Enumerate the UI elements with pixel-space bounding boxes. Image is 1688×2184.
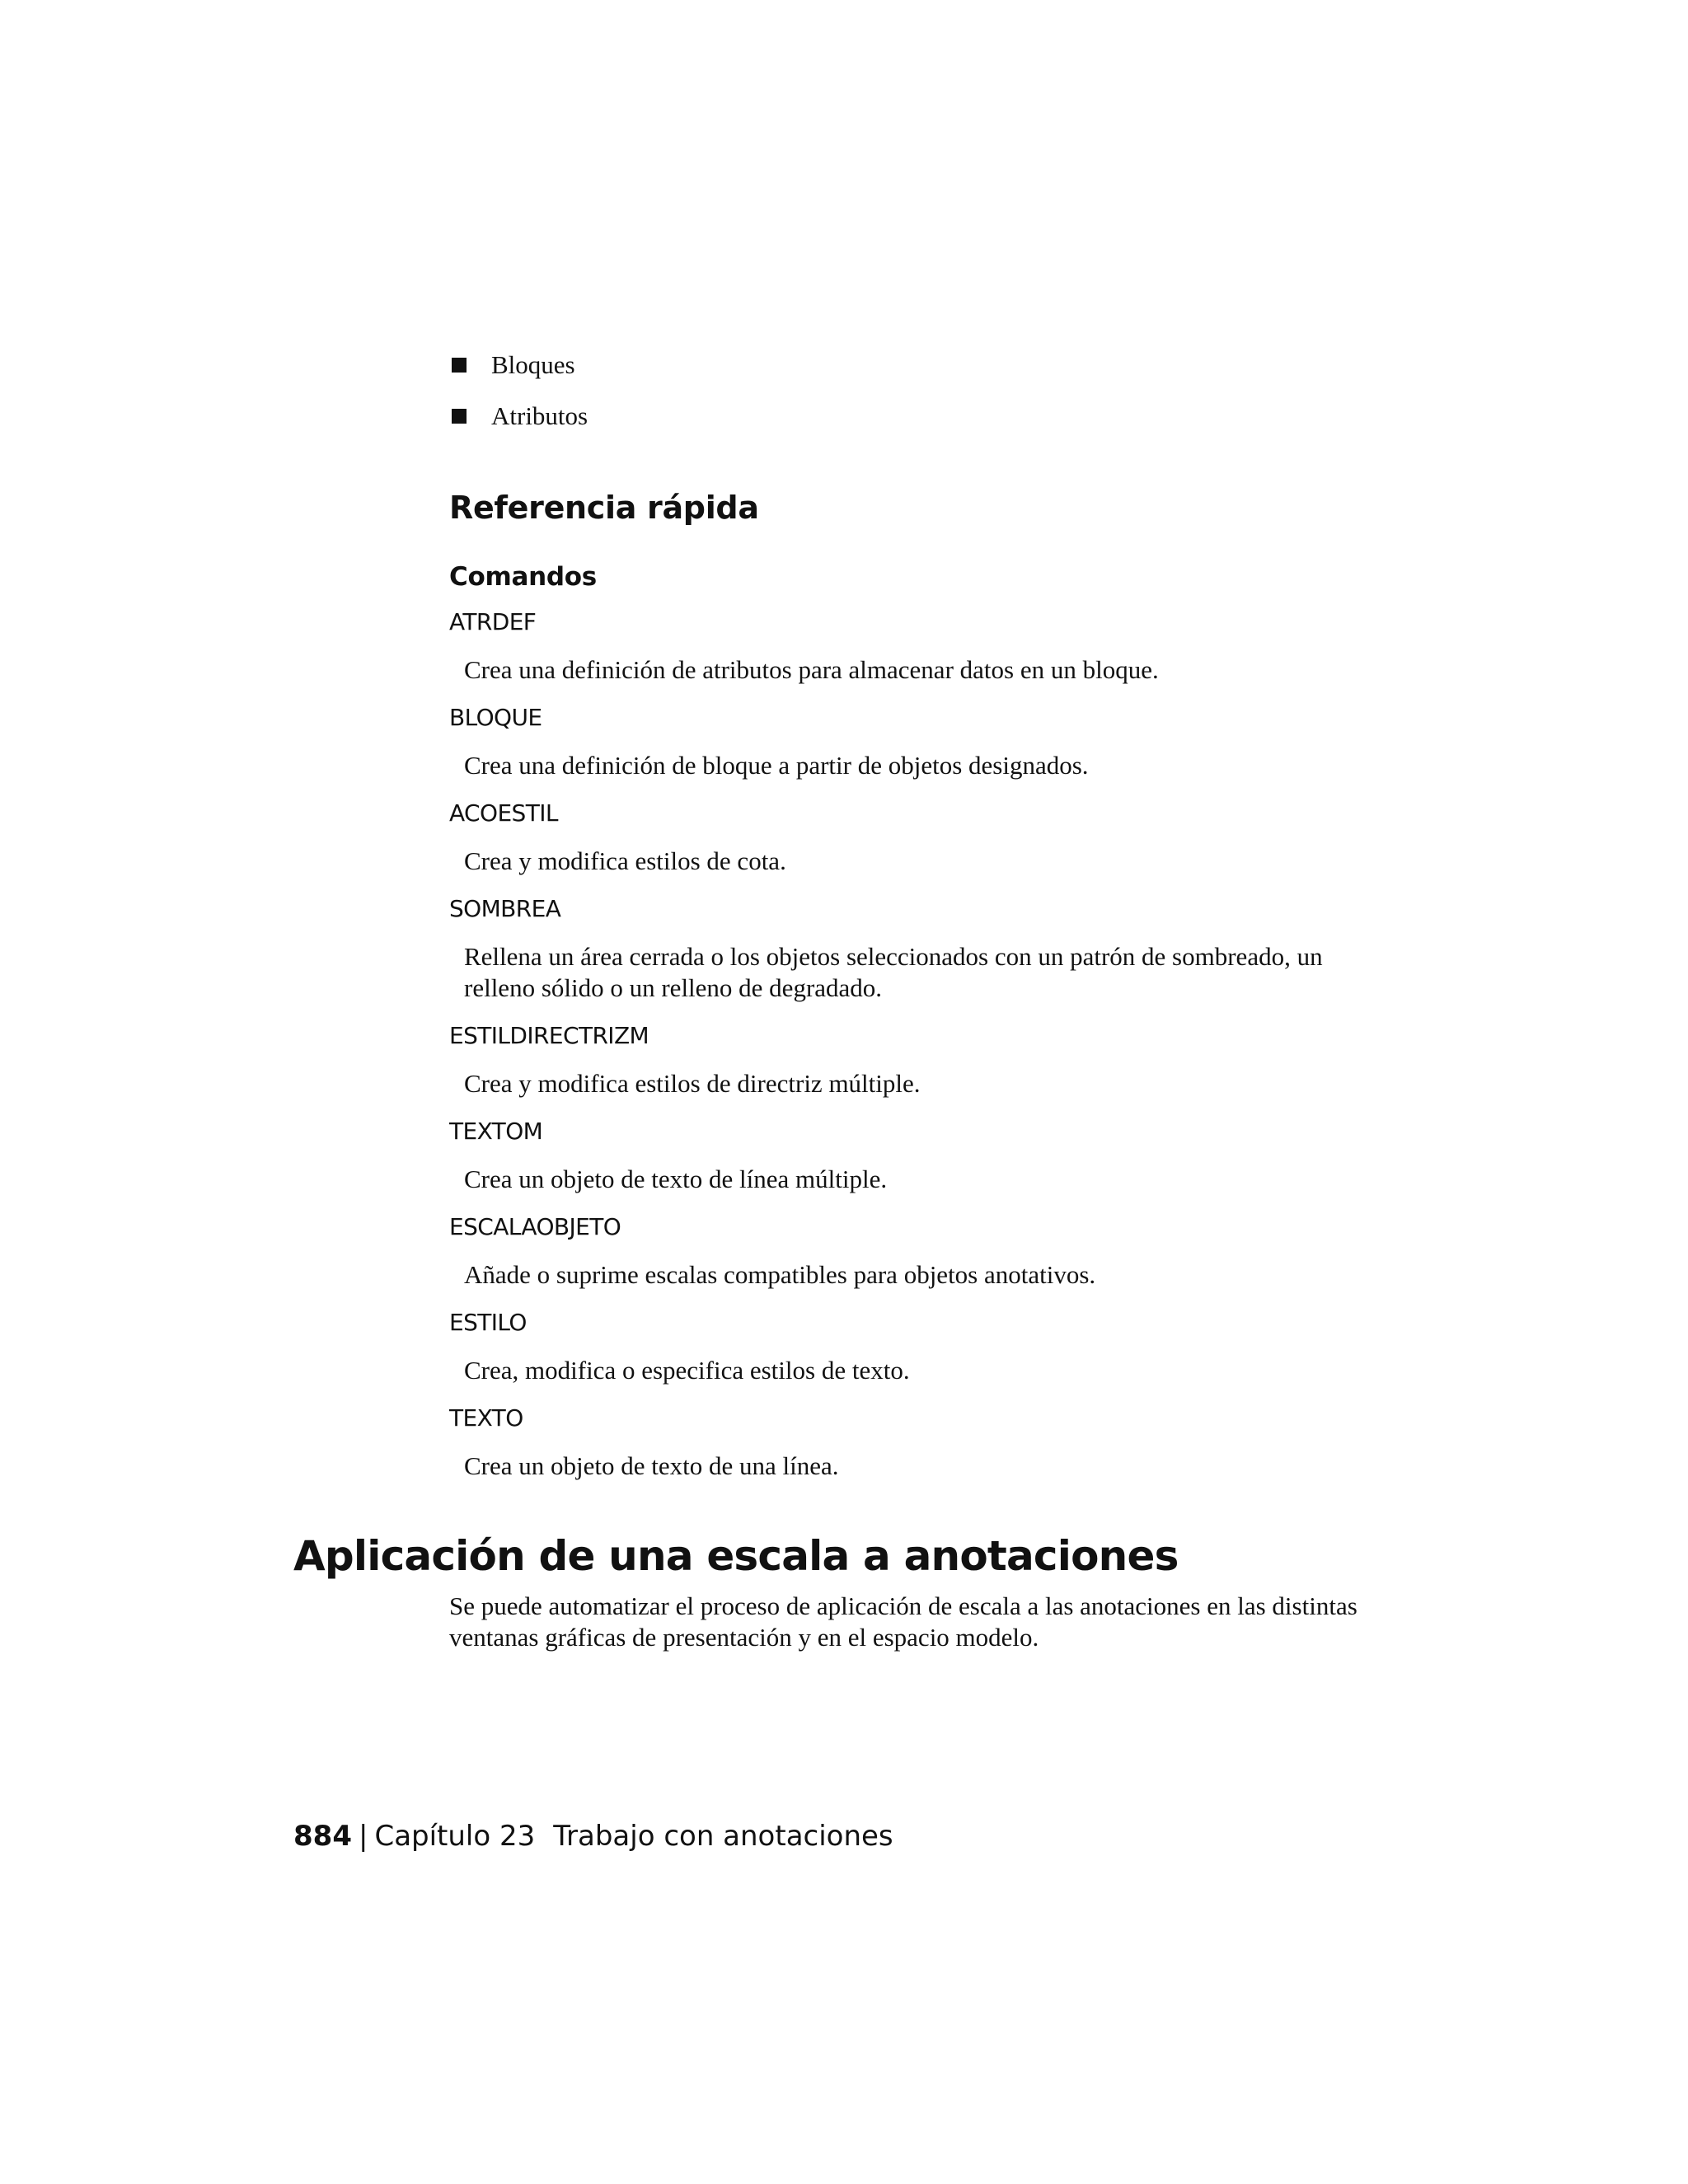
list-item [449, 340, 1356, 391]
bullet-list [449, 340, 1356, 442]
command-name: BLOQUE [449, 704, 542, 731]
command-entry [449, 1307, 1372, 1386]
command-entry [449, 1020, 1372, 1099]
list-item-label: Atributos [491, 401, 588, 430]
command-description: Rellena un área cerrada o los objetos seleccionados con un patrón de sombreado, un relleno sólido o un relleno de degradado. [464, 942, 1323, 1002]
command-name: ESTILO [449, 1309, 527, 1336]
command-entry [449, 893, 1372, 1004]
commands-list [449, 607, 1372, 1498]
list-item [449, 391, 1356, 442]
page-number: 884 [293, 1820, 352, 1853]
footer-separator: | [358, 1820, 368, 1853]
square-bullet-icon [452, 358, 467, 373]
command-entry [449, 1403, 1372, 1482]
square-bullet-icon [452, 409, 467, 424]
command-description: Crea un objeto de texto de línea múltiple. [464, 1165, 888, 1193]
command-entry [449, 798, 1372, 877]
page-footer [293, 1818, 893, 1854]
command-name: ESTILDIRECTRIZM [449, 1022, 649, 1049]
command-name: TEXTOM [449, 1118, 543, 1145]
commands-heading: Comandos [449, 562, 597, 592]
chapter-title: Trabajo con anotaciones [553, 1820, 893, 1853]
command-entry [449, 702, 1372, 781]
command-entry [449, 1212, 1372, 1291]
command-description: Crea, modifica o especifica estilos de texto. [464, 1356, 910, 1385]
command-description: Crea un objeto de texto de una línea. [464, 1451, 839, 1480]
command-name: ACOESTIL [449, 799, 558, 827]
command-entry [449, 1116, 1372, 1195]
section-intro-paragraph: Se puede automatizar el proceso de aplicación de escala a las anotaciones en las distintas ventanas gráficas de presentación y en el espacio modelo. [449, 1591, 1357, 1652]
command-description: Crea una definición de bloque a partir de objetos designados. [464, 751, 1089, 780]
section-heading: Aplicación de una escala a anotaciones [293, 1532, 1179, 1580]
command-entry [449, 607, 1372, 686]
command-description: Crea una definición de atributos para almacenar datos en un bloque. [464, 655, 1159, 684]
command-name: SOMBREA [449, 895, 561, 922]
quick-reference-heading: Referencia rápida [449, 490, 759, 526]
command-description: Añade o suprime escalas compatibles para objetos anotativos. [464, 1260, 1096, 1289]
command-name: ESCALAOBJETO [449, 1213, 621, 1240]
command-description: Crea y modifica estilos de cota. [464, 846, 786, 875]
list-item-label: Bloques [491, 350, 575, 379]
command-name: ATRDEF [449, 608, 537, 635]
command-description: Crea y modifica estilos de directriz múltiple. [464, 1069, 921, 1098]
command-name: TEXTO [449, 1404, 523, 1432]
chapter-label: Capítulo 23 [374, 1820, 536, 1853]
